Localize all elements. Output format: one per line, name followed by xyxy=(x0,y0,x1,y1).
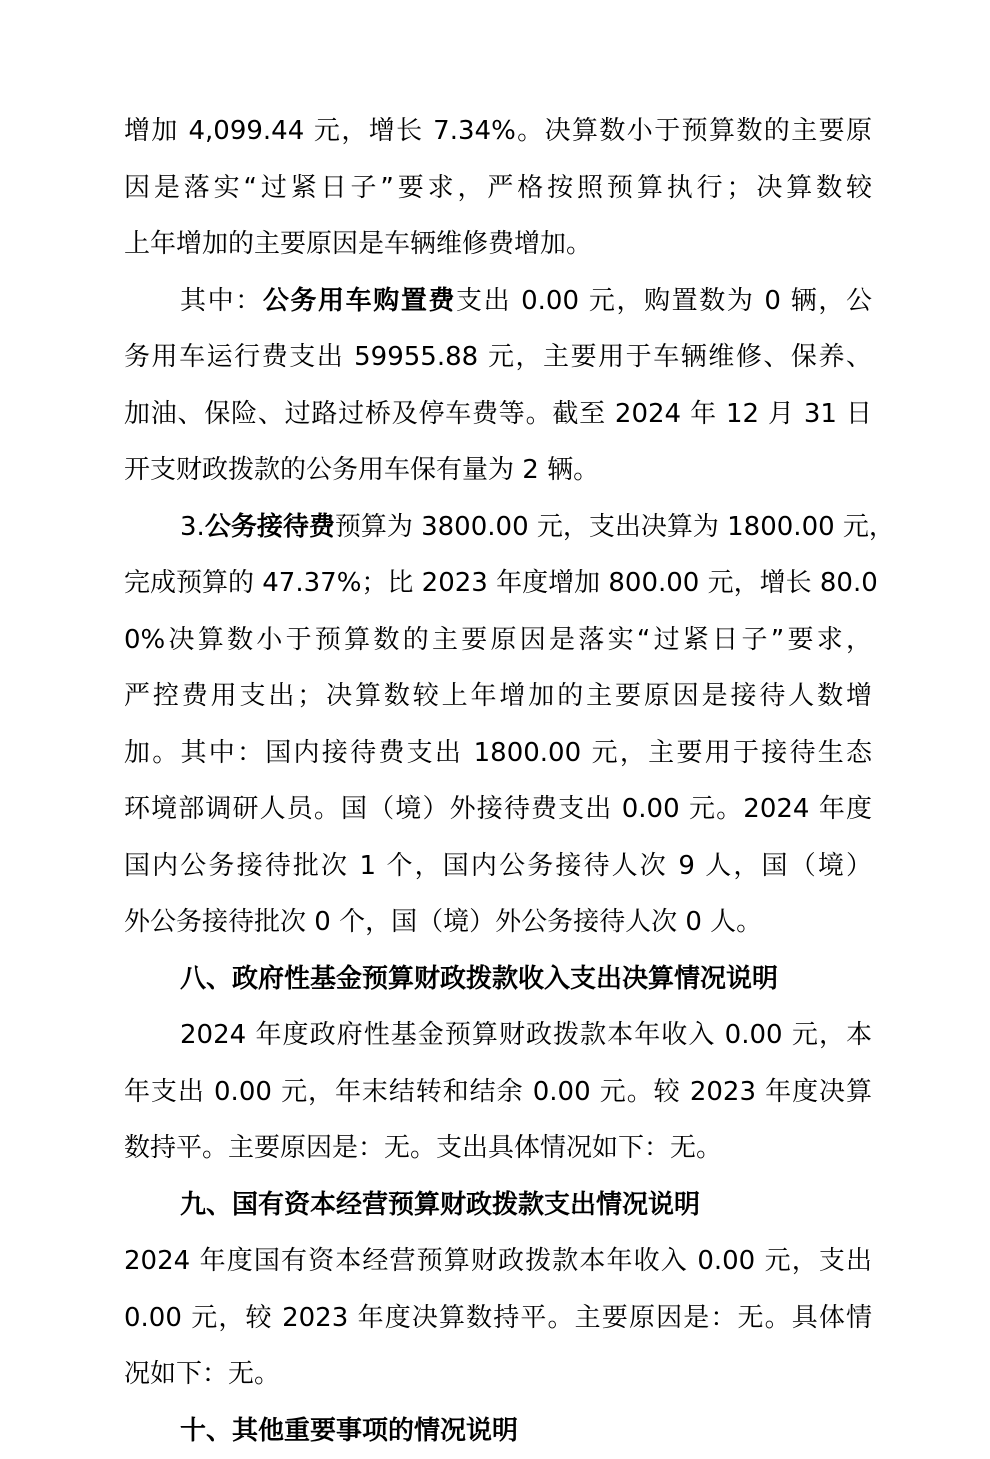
text-run: 其中： xyxy=(180,286,263,316)
text-line: 0%决算数小于预算数的主要原因是落实“过紧日子”要求， xyxy=(124,612,872,669)
text-line xyxy=(124,499,872,556)
text-line: 完成预算的 47.37%；比 2023 年度增加 800.00 元，增长 80.0 xyxy=(124,555,872,612)
text-line: 加。其中：国内接待费支出 1800.00 元，主要用于接待生态 xyxy=(124,725,872,782)
text-line: 2024 年度国有资本经营预算财政拨款本年收入 0.00 元，支出 xyxy=(124,1233,872,1290)
text-line: 严控费用支出；决算数较上年增加的主要原因是接待人数增 xyxy=(124,668,872,725)
text-line: 0.00 元，较 2023 年度决算数持平。主要原因是：无。具体情 xyxy=(124,1290,872,1347)
text-line: 年支出 0.00 元，年末结转和结余 0.00 元。较 2023 年度决算 xyxy=(124,1064,872,1121)
text-line: 加油、保险、过路过桥及停车费等。截至 2024 年 12 月 31 日 xyxy=(124,386,872,443)
text-line: 开支财政拨款的公务用车保有量为 2 辆。 xyxy=(124,442,872,499)
section-heading-10: 十、其他重要事项的情况说明 xyxy=(124,1403,872,1459)
text-line xyxy=(124,273,872,330)
text-run: 预算为 3800.00 元，支出决算为 1800.00 元， xyxy=(335,512,895,542)
paragraph-vehicle-cost-summary xyxy=(124,103,872,273)
section-heading-9: 九、国有资本经营预算财政拨款支出情况说明 xyxy=(124,1177,872,1234)
text-line: 环境部调研人员。国（境）外接待费支出 0.00 元。2024 年度 xyxy=(124,781,872,838)
document-page xyxy=(124,103,872,1459)
text-line: 国内公务接待批次 1 个，国内公务接待人次 9 人，国（境） xyxy=(124,838,872,895)
text-line: 上年增加的主要原因是车辆维修费增加。 xyxy=(124,216,872,273)
section-heading-8: 八、政府性基金预算财政拨款收入支出决算情况说明 xyxy=(124,951,872,1008)
text-line: 外公务接待批次 0 个，国（境）外公务接待人次 0 人。 xyxy=(124,894,872,951)
paragraph-government-fund xyxy=(124,1007,872,1177)
text-line: 况如下：无。 xyxy=(124,1346,872,1403)
bold-term-reception-cost: 公务接待费 xyxy=(205,512,335,542)
text-line: 2024 年度政府性基金预算财政拨款本年收入 0.00 元，本 xyxy=(124,1007,872,1064)
text-run: 支出 0.00 元，购置数为 0 辆，公 xyxy=(456,286,872,316)
text-line: 因是落实“过紧日子”要求，严格按照预算执行；决算数较 xyxy=(124,160,872,217)
text-line: 务用车运行费支出 59955.88 元，主要用于车辆维修、保养、 xyxy=(124,329,872,386)
text-line: 数持平。主要原因是：无。支出具体情况如下：无。 xyxy=(124,1120,872,1177)
bold-term-vehicle-purchase: 公务用车购置费 xyxy=(263,286,456,316)
text-line: 增加 4,099.44 元，增长 7.34%。决算数小于预算数的主要原 xyxy=(124,103,872,160)
paragraph-vehicle-purchase xyxy=(124,273,872,499)
paragraph-reception-cost xyxy=(124,499,872,951)
text-run: 3. xyxy=(180,512,205,542)
paragraph-state-capital xyxy=(124,1233,872,1403)
